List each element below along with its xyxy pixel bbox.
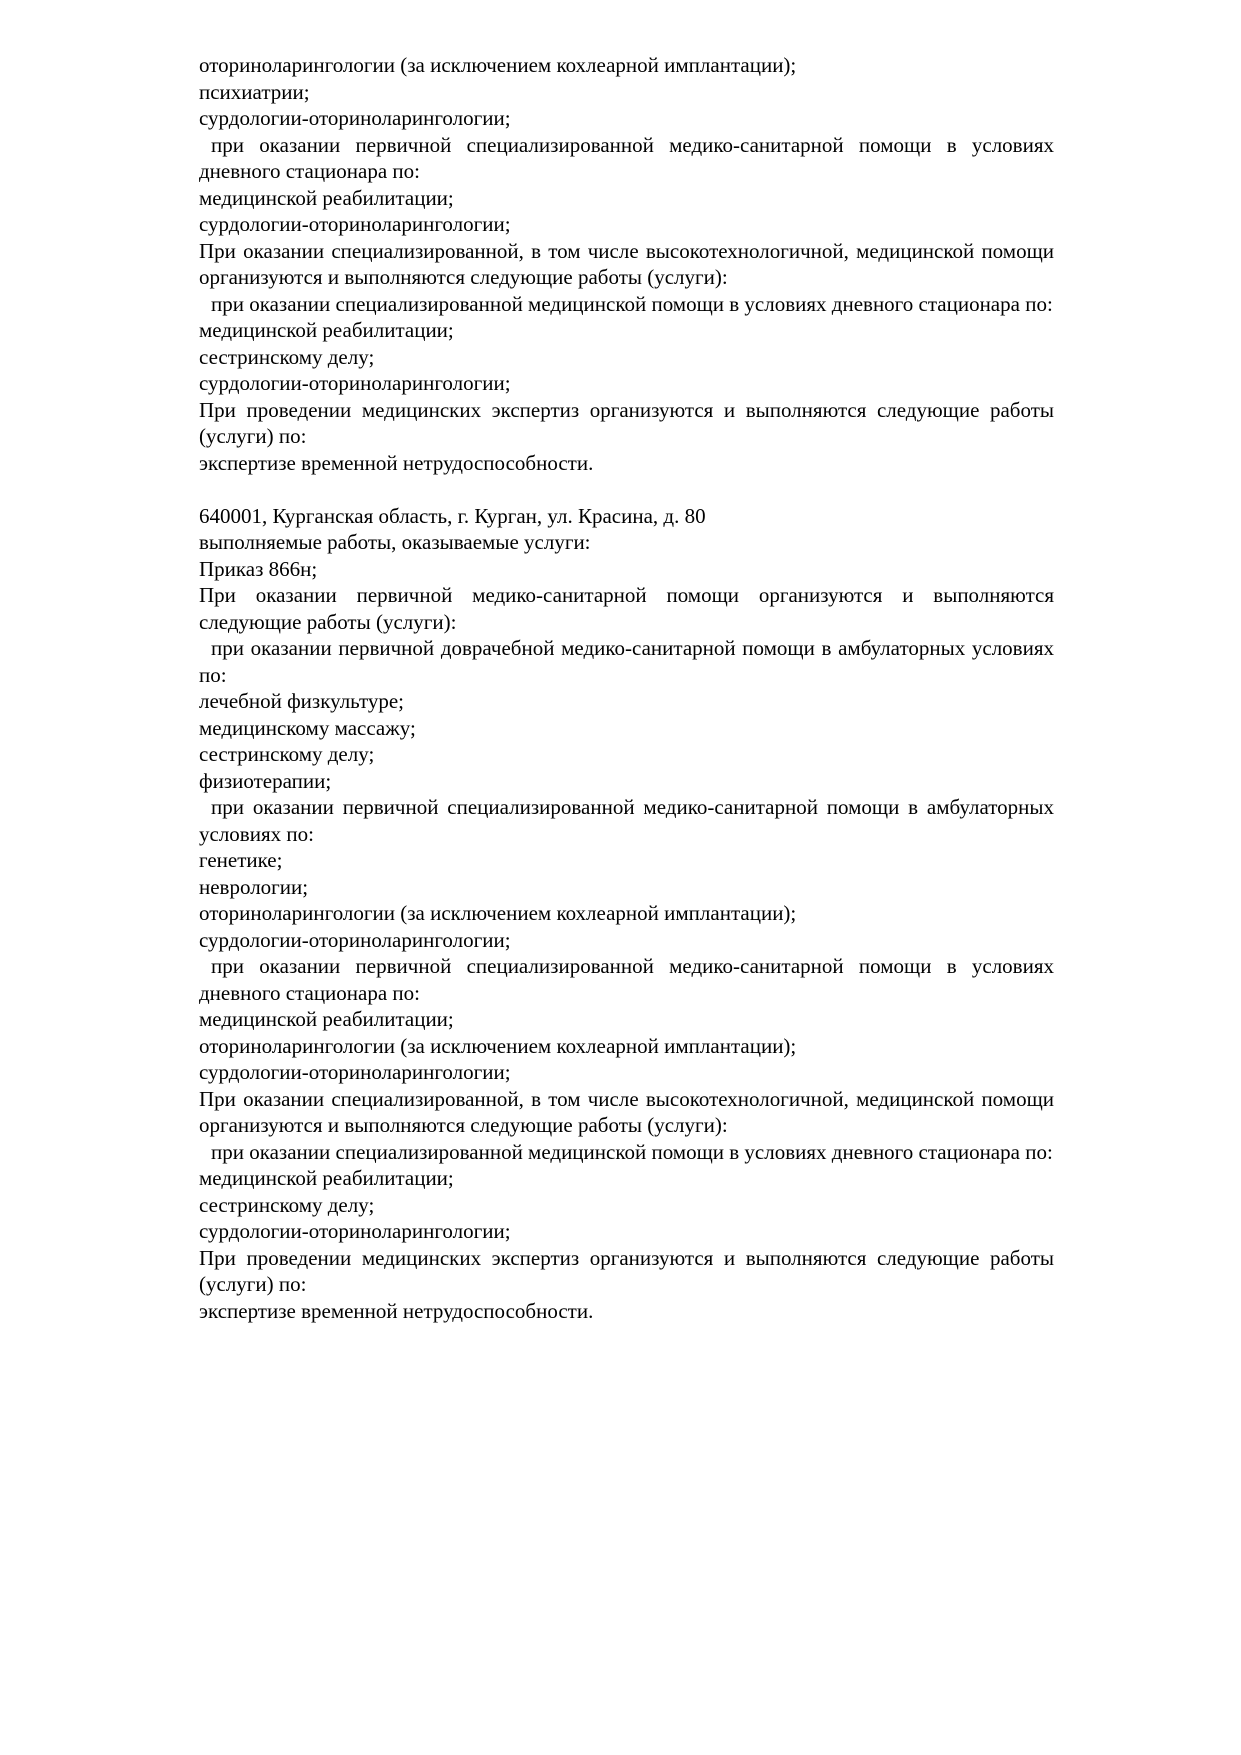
service-item: сурдологии-оториноларингологии; [199, 1219, 511, 1243]
note-line: Приказ 866н; [199, 556, 318, 581]
sub-paragraph: при оказании специализированной медицинской помощи в условиях дневного стационара по: [211, 291, 1053, 316]
paragraph: При оказании специализированной, в том числе высокотехнологичной, медицинской помощи организуются и выполняются следующие работы (услуги): [199, 1086, 1054, 1137]
service-item: оториноларингологии (за исключением кохлеарной имплантации); [199, 1033, 797, 1058]
service-item: генетике; [199, 848, 283, 872]
address-line: выполняемые работы, оказываемые услуги: [199, 530, 591, 554]
service-item: сестринскому делу; [199, 1192, 375, 1217]
sub-paragraph: при оказании первичной доврачебной медико-санитарной помощи в амбулаторных условиях по: [199, 636, 1054, 687]
service-item: сурдологии-оториноларингологии; [199, 106, 511, 130]
service-item: сестринскому делу; [199, 344, 375, 369]
paragraph: При проведении медицинских экспертиз организуются и выполняются следующие работы (услуги) по: [199, 397, 1054, 448]
service-item: психиатрии; [199, 79, 310, 104]
service-item: сестринскому делу; [199, 742, 375, 766]
paragraph: При оказании специализированной, в том числе высокотехнологичной, медицинской помощи организуются и выполняются следующие работы (услуги): [199, 238, 1054, 289]
service-item: медицинской реабилитации; [199, 1007, 454, 1031]
service-item: сурдологии-оториноларингологии; [199, 927, 511, 952]
sub-paragraph: при оказании первичной специализированной медико-санитарной помощи в условиях дневного стационара по: [199, 132, 1054, 183]
service-item: медицинской реабилитации; [199, 1166, 454, 1190]
sub-paragraph: при оказании первичной специализированной медико-санитарной помощи в амбулаторных условиях по: [199, 795, 1054, 846]
service-item: оториноларингологии (за исключением кохлеарной имплантации); [199, 901, 797, 925]
sub-paragraph: при оказании специализированной медицинской помощи в условиях дневного стационара по: [211, 1139, 1053, 1164]
service-item: лечебной физкультуре; [199, 689, 405, 713]
service-item: сурдологии-оториноларингологии; [199, 371, 511, 395]
document-body [199, 52, 1054, 1324]
paragraph: При оказании первичной медико-санитарной помощи организуются и выполняются следующие работы (услуги): [199, 583, 1054, 634]
sub-paragraph: при оказании первичной специализированной медико-санитарной помощи в условиях дневного стационара по: [199, 954, 1054, 1005]
service-item: сурдологии-оториноларингологии; [199, 212, 511, 236]
service-item: оториноларингологии (за исключением кохлеарной имплантации); [199, 53, 797, 77]
service-item: сурдологии-оториноларингологии; [199, 1060, 511, 1084]
address-line: 640001, Курганская область, г. Курган, ул. Красина, д. 80 [199, 503, 706, 528]
note-line: экспертизе временной нетрудоспособности. [199, 1298, 594, 1323]
service-item: физиотерапии; [199, 768, 332, 793]
service-item: неврологии; [199, 874, 309, 899]
service-item: медицинской реабилитации; [199, 318, 454, 342]
note-line: экспертизе временной нетрудоспособности. [199, 450, 594, 475]
blank-line [199, 476, 1054, 503]
paragraph: При проведении медицинских экспертиз организуются и выполняются следующие работы (услуги) по: [199, 1245, 1054, 1296]
service-item: медицинской реабилитации; [199, 185, 454, 210]
service-item: медицинскому массажу; [199, 715, 416, 740]
